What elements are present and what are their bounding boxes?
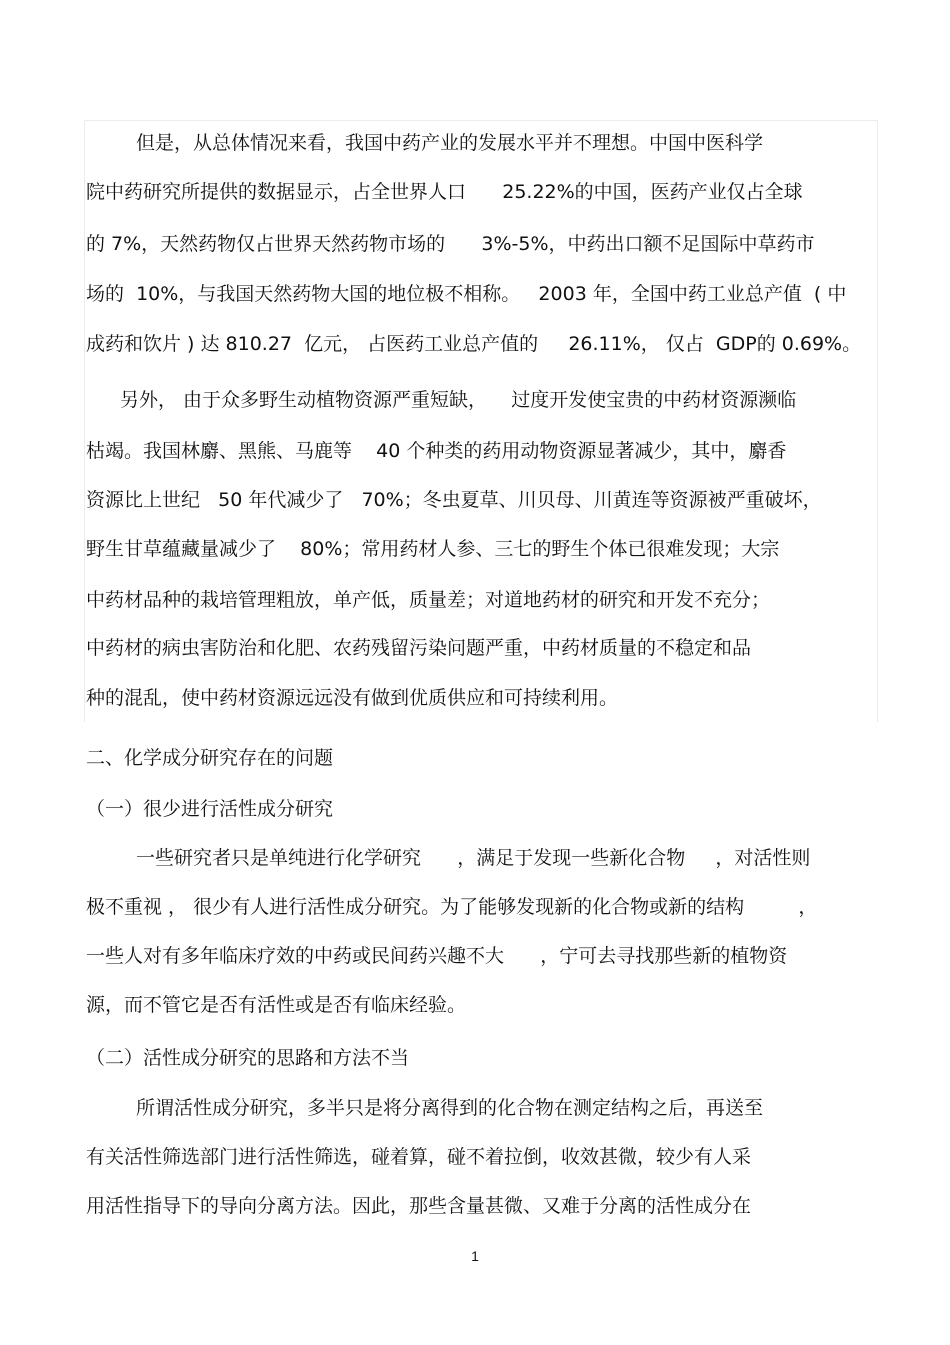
text-line: 所谓活性成分研究，多半只是将分离得到的化合物在测定结构之后，再送至 <box>136 1097 764 1119</box>
subheading: （一）很少进行活性成分研究 <box>86 798 334 820</box>
text-line: 资源比上世纪 50 年代减少了 70%；冬虫夏草、川贝母、川黄连等资源被严重破坏， <box>86 489 822 511</box>
text-line: 院中药研究所提供的数据显示，占全世界人口 25.22%的中国，医药产业仅占全球 <box>86 181 803 203</box>
text-line: 野生甘草蕴藏量减少了 80%；常用药材人参、三七的野生个体已很难发现；大宗 <box>86 538 780 560</box>
text-line: 枯竭。我国林麝、黑熊、马鹿等 40 个种类的药用动物资源显著减少，其中，麝香 <box>86 440 787 462</box>
text-line: 中药材的病虫害防治和化肥、农药残留污染问题严重，中药材质量的不稳定和品 <box>86 637 752 659</box>
text-line: 源，而不管它是否有活性或是否有临床经验。 <box>86 994 467 1016</box>
text-line: 中药材品种的栽培管理粗放，单产低，质量差；对道地药材的研究和开发不充分； <box>86 589 771 611</box>
section-heading: 二、化学成分研究存在的问题 <box>86 747 334 769</box>
text-line: 另外， 由于众多野生动植物资源严重短缺， 过度开发使宝贵的中药材资源濒临 <box>120 389 797 411</box>
text-line: 用活性指导下的导向分离方法。因此，那些含量甚微、又难于分离的活性成分在 <box>86 1195 752 1217</box>
text-line: 成药和饮片 ) 达 810.27 亿元， 占医药工业总产值的 26.11%， 仅占 GDP的 0.69%。 <box>86 333 862 355</box>
text-line: 一些人对有多年临床疗效的中药或民间药兴趣不大 ，宁可去寻找那些新的植物资 <box>86 945 788 967</box>
text-line: 种的混乱，使中药材资源远远没有做到优质供应和可持续利用。 <box>86 687 619 709</box>
text-line: 极不重视 ， 很少有人进行活性成分研究。为了能够发现新的化合物或新的结构 ， <box>86 896 818 918</box>
page-number: 1 <box>471 1248 479 1264</box>
subheading: （二）活性成分研究的思路和方法不当 <box>86 1047 410 1069</box>
text-line: 有关活性筛选部门进行活性筛选，碰着算，碰不着拉倒，收效甚微，较少有人采 <box>86 1146 752 1168</box>
text-line: 但是，从总体情况来看，我国中药产业的发展水平并不理想。中国中医科学 <box>136 132 764 154</box>
text-line: 的 7%，天然药物仅占世界天然药物市场的 3%-5%，中药出口额不足国际中草药市 <box>86 233 815 255</box>
text-line: 一些研究者只是单纯进行化学研究 ，满足于发现一些新化合物 ，对活性则 <box>136 847 811 869</box>
highlighted-text-frame <box>84 120 878 722</box>
text-line: 场的 10%，与我国天然药物大国的地位极不相称。 2003 年，全国中药工业总产值 ( 中 <box>86 283 847 305</box>
